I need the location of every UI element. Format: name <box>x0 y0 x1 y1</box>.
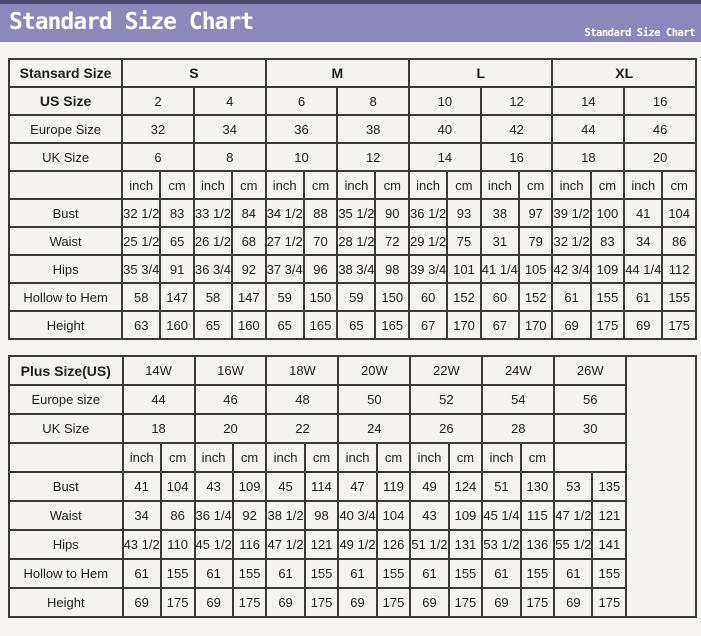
us-size-row-cell-6: 12 <box>481 87 553 115</box>
bust-row-cell-2: 104 <box>161 472 195 501</box>
europe-size-row-cell-1: 32 <box>122 115 194 143</box>
waist-row-cell-0: Waist <box>9 501 123 530</box>
hips-row-cell-11: 41 1/4 <box>481 255 519 283</box>
hollow-to-hem-row-cell-3: 61 <box>195 559 233 588</box>
waist-row-cell-13: 32 1/2 <box>552 227 590 255</box>
plus-size-row-cell-3: 18W <box>266 356 338 385</box>
bust-row-cell-14: 135 <box>592 472 626 501</box>
us-size-row-cell-7: 14 <box>552 87 624 115</box>
uk-size-row <box>9 414 696 443</box>
europe-size-row-cell-6: 54 <box>482 385 554 414</box>
unit-row-cell-10: cm <box>447 171 481 199</box>
size-class-row-cell-1: S <box>122 59 265 87</box>
hips-row-cell-7: 38 3/4 <box>337 255 375 283</box>
height-row-cell-2: 175 <box>161 588 195 617</box>
unit-row-cell-12: cm <box>519 171 553 199</box>
europe-size-row-cell-5: 52 <box>410 385 482 414</box>
hollow-to-hem-row-cell-6: 150 <box>304 283 338 311</box>
europe-size-row-cell-4: 38 <box>337 115 409 143</box>
europe-size-row-cell-6: 42 <box>481 115 553 143</box>
hips-row <box>9 530 696 559</box>
height-row-cell-7: 65 <box>337 311 375 339</box>
europe-size-row-cell-0: Europe size <box>9 385 123 414</box>
unit-row-cell-6: cm <box>305 443 339 472</box>
unit-row-cell-12: cm <box>521 443 555 472</box>
waist-row-cell-6: 70 <box>304 227 338 255</box>
plus-size-row-cell-0: Plus Size(US) <box>9 356 123 385</box>
height-row-cell-3: 65 <box>194 311 232 339</box>
unit-row-cell-13: inch <box>552 171 590 199</box>
waist-row-cell-6: 98 <box>305 501 339 530</box>
unit-row-cell-8: cm <box>375 171 409 199</box>
bust-row-cell-11: 51 <box>482 472 520 501</box>
unit-row-cell-3: inch <box>194 171 232 199</box>
waist-row-cell-14: 121 <box>592 501 626 530</box>
height-row-cell-5: 65 <box>266 311 304 339</box>
waist-row-cell-9: 43 <box>410 501 448 530</box>
uk-size-row-cell-2: 8 <box>194 143 266 171</box>
uk-size-row-cell-5: 26 <box>410 414 482 443</box>
plus-size-table <box>8 355 697 618</box>
uk-size-row-cell-4: 24 <box>338 414 410 443</box>
height-row-cell-11: 67 <box>481 311 519 339</box>
bust-row-cell-15: 41 <box>624 199 662 227</box>
height-row-cell-10: 175 <box>449 588 483 617</box>
uk-size-row-cell-4: 12 <box>337 143 409 171</box>
bust-row-cell-9: 49 <box>410 472 448 501</box>
bust-row-cell-10: 93 <box>447 199 481 227</box>
unit-row-cell-11: inch <box>482 443 520 472</box>
unit-row-cell-5: inch <box>266 171 304 199</box>
waist-row-cell-3: 26 1/2 <box>194 227 232 255</box>
height-row-cell-9: 69 <box>410 588 448 617</box>
uk-size-row-cell-7: 18 <box>552 143 624 171</box>
hips-row-cell-0: Hips <box>9 255 122 283</box>
hips-row-cell-13: 55 1/2 <box>554 530 592 559</box>
hips-row-cell-13: 42 3/4 <box>552 255 590 283</box>
hips-row-cell-3: 45 1/2 <box>195 530 233 559</box>
hips-row-cell-6: 96 <box>304 255 338 283</box>
waist-row-cell-16: 86 <box>662 227 696 255</box>
height-row-cell-10: 170 <box>447 311 481 339</box>
bust-row-cell-14: 100 <box>591 199 625 227</box>
unit-row-cell-1: inch <box>123 443 161 472</box>
hollow-to-hem-row-cell-2: 155 <box>161 559 195 588</box>
uk-size-row-cell-7: 30 <box>554 414 626 443</box>
height-row-cell-13: 69 <box>552 311 590 339</box>
europe-size-row-cell-2: 46 <box>195 385 267 414</box>
hollow-to-hem-row-cell-7: 59 <box>337 283 375 311</box>
plus-size-row-cell-6: 24W <box>482 356 554 385</box>
plus-size-row-cell-2: 16W <box>195 356 267 385</box>
banner-top-strip <box>0 0 701 4</box>
bust-row <box>9 199 696 227</box>
unit-row-cell-10: cm <box>449 443 483 472</box>
us-size-row-cell-4: 8 <box>337 87 409 115</box>
europe-size-row-cell-7: 44 <box>552 115 624 143</box>
bust-row-cell-12: 97 <box>519 199 553 227</box>
uk-size-row-cell-3: 22 <box>266 414 338 443</box>
waist-row-cell-3: 36 1/4 <box>195 501 233 530</box>
uk-size-row-cell-2: 20 <box>195 414 267 443</box>
uk-size-row-cell-5: 14 <box>409 143 481 171</box>
bust-row-cell-1: 41 <box>123 472 161 501</box>
unit-row-cell-15: inch <box>624 171 662 199</box>
hips-row-cell-14: 141 <box>592 530 626 559</box>
hips-row-cell-4: 92 <box>232 255 266 283</box>
hips-row-cell-2: 110 <box>161 530 195 559</box>
bust-row-cell-11: 38 <box>481 199 519 227</box>
bust-row-cell-13: 39 1/2 <box>552 199 590 227</box>
hips-row <box>9 255 696 283</box>
bust-row-cell-10: 124 <box>449 472 483 501</box>
unit-row-cell-2: cm <box>160 171 194 199</box>
unit-row-cell-3: inch <box>195 443 233 472</box>
height-row-cell-11: 69 <box>482 588 520 617</box>
hollow-to-hem-row-cell-9: 60 <box>409 283 447 311</box>
waist-row-cell-11: 45 1/4 <box>482 501 520 530</box>
hollow-to-hem-row-cell-2: 147 <box>160 283 194 311</box>
height-row-cell-3: 69 <box>195 588 233 617</box>
hips-row-cell-10: 101 <box>447 255 481 283</box>
europe-size-row-cell-1: 44 <box>123 385 195 414</box>
unit-row-cell-0 <box>9 171 122 199</box>
waist-row-cell-10: 75 <box>447 227 481 255</box>
bust-row-cell-3: 33 1/2 <box>194 199 232 227</box>
height-row-cell-14: 175 <box>592 588 626 617</box>
hollow-to-hem-row-cell-7: 61 <box>338 559 376 588</box>
europe-size-row-cell-8: 46 <box>624 115 696 143</box>
bust-row-cell-1: 32 1/2 <box>122 199 160 227</box>
hips-row-cell-15: 44 1/4 <box>624 255 662 283</box>
bust-row-cell-4: 109 <box>233 472 267 501</box>
size-class-row-cell-3: L <box>409 59 552 87</box>
hollow-to-hem-row-cell-14: 155 <box>592 559 626 588</box>
plus-size-row-cell-5: 22W <box>410 356 482 385</box>
plus-size-row-cell-1: 14W <box>123 356 195 385</box>
hips-row-cell-12: 136 <box>521 530 555 559</box>
hips-row-cell-6: 121 <box>305 530 339 559</box>
bust-row-cell-6: 114 <box>305 472 339 501</box>
bust-row-cell-7: 35 1/2 <box>337 199 375 227</box>
bust-row-cell-7: 47 <box>338 472 376 501</box>
unit-row-cell-6: cm <box>304 171 338 199</box>
hollow-to-hem-row-cell-10: 152 <box>447 283 481 311</box>
waist-row-cell-2: 86 <box>161 501 195 530</box>
us-size-row-cell-3: 6 <box>266 87 338 115</box>
waist-row <box>9 227 696 255</box>
uk-size-row-cell-0: UK Size <box>9 414 123 443</box>
standard-size-table-wrap <box>8 58 697 340</box>
uk-size-row-cell-3: 10 <box>266 143 338 171</box>
hollow-to-hem-row-cell-6: 155 <box>305 559 339 588</box>
bust-row-cell-0: Bust <box>9 199 122 227</box>
hollow-to-hem-row-cell-8: 155 <box>377 559 411 588</box>
unit-row-cell-2: cm <box>161 443 195 472</box>
size-class-row-cell-0: Stansard Size <box>9 59 122 87</box>
waist-row-cell-13: 47 1/2 <box>554 501 592 530</box>
height-row-cell-14: 175 <box>591 311 625 339</box>
height-row-cell-12: 175 <box>521 588 555 617</box>
hips-row-cell-8: 126 <box>377 530 411 559</box>
hollow-to-hem-row-cell-13: 61 <box>552 283 590 311</box>
size-class-row-cell-2: M <box>266 59 409 87</box>
hollow-to-hem-row-cell-8: 150 <box>375 283 409 311</box>
bust-row-cell-2: 83 <box>160 199 194 227</box>
hips-row-cell-0: Hips <box>9 530 123 559</box>
height-row-cell-9: 67 <box>409 311 447 339</box>
europe-size-row-cell-3: 48 <box>266 385 338 414</box>
us-size-row-cell-1: 2 <box>122 87 194 115</box>
uk-size-row-cell-6: 16 <box>481 143 553 171</box>
hips-row-cell-4: 116 <box>233 530 267 559</box>
unit-row-cell-8: cm <box>377 443 411 472</box>
uk-size-row-cell-1: 18 <box>123 414 195 443</box>
hollow-to-hem-row-cell-5: 61 <box>266 559 304 588</box>
hips-row-cell-3: 36 3/4 <box>194 255 232 283</box>
hollow-to-hem-row-cell-4: 155 <box>233 559 267 588</box>
bust-row-cell-0: Bust <box>9 472 123 501</box>
bust-row-cell-4: 84 <box>232 199 266 227</box>
banner-subtitle: Standard Size Chart <box>584 27 695 39</box>
waist-row-cell-1: 25 1/2 <box>122 227 160 255</box>
uk-size-row <box>9 143 696 171</box>
hollow-to-hem-row-cell-5: 59 <box>266 283 304 311</box>
height-row-cell-12: 170 <box>519 311 553 339</box>
plus-size-row <box>9 356 696 385</box>
hips-row-cell-2: 91 <box>160 255 194 283</box>
waist-row-cell-7: 28 1/2 <box>337 227 375 255</box>
bust-row-cell-9: 36 1/2 <box>409 199 447 227</box>
height-row-cell-1: 63 <box>122 311 160 339</box>
plus-size-row-cell-7: 26W <box>554 356 626 385</box>
unit-row-cell-4: cm <box>233 443 267 472</box>
waist-row-cell-5: 38 1/2 <box>266 501 304 530</box>
hips-row-cell-1: 43 1/2 <box>123 530 161 559</box>
us-size-row-cell-5: 10 <box>409 87 481 115</box>
hollow-to-hem-row-cell-11: 60 <box>481 283 519 311</box>
waist-row-cell-12: 79 <box>519 227 553 255</box>
height-row-cell-4: 160 <box>232 311 266 339</box>
height-row-cell-0: Height <box>9 588 123 617</box>
waist-row-cell-11: 31 <box>481 227 519 255</box>
europe-size-row-cell-0: Europe Size <box>9 115 122 143</box>
unit-row <box>9 171 696 199</box>
us-size-row <box>9 87 696 115</box>
unit-row-cell-16: cm <box>662 171 696 199</box>
height-row-cell-16: 175 <box>662 311 696 339</box>
waist-row-cell-8: 104 <box>377 501 411 530</box>
height-row-cell-13: 69 <box>554 588 592 617</box>
bust-row-cell-3: 43 <box>195 472 233 501</box>
waist-row-cell-1: 34 <box>123 501 161 530</box>
europe-size-row-cell-2: 34 <box>194 115 266 143</box>
europe-size-row-cell-5: 40 <box>409 115 481 143</box>
hollow-to-hem-row-cell-3: 58 <box>194 283 232 311</box>
bust-row-cell-12: 130 <box>521 472 555 501</box>
waist-row-cell-15: 34 <box>624 227 662 255</box>
height-row-cell-7: 69 <box>338 588 376 617</box>
us-size-row-cell-8: 16 <box>624 87 696 115</box>
height-row-cell-15: 69 <box>624 311 662 339</box>
hollow-to-hem-row-cell-11: 61 <box>482 559 520 588</box>
waist-row-cell-9: 29 1/2 <box>409 227 447 255</box>
waist-row-cell-5: 27 1/2 <box>266 227 304 255</box>
hollow-to-hem-row-cell-9: 61 <box>410 559 448 588</box>
uk-size-row-cell-8: 20 <box>624 143 696 171</box>
waist-row-cell-10: 109 <box>449 501 483 530</box>
unit-row-cell-1: inch <box>122 171 160 199</box>
unit-row-cell-14: cm <box>591 171 625 199</box>
size-class-row <box>9 59 696 87</box>
hips-row-cell-14: 109 <box>591 255 625 283</box>
plus-size-row-cell-4: 20W <box>338 356 410 385</box>
standard-size-table <box>8 58 697 340</box>
hollow-to-hem-row-cell-14: 155 <box>591 283 625 311</box>
hollow-to-hem-row-cell-1: 61 <box>123 559 161 588</box>
waist-row-cell-4: 92 <box>233 501 267 530</box>
height-row-cell-8: 175 <box>377 588 411 617</box>
us-size-row-cell-2: 4 <box>194 87 266 115</box>
plus-size-row-cell-8 <box>626 356 696 617</box>
waist-row-cell-4: 68 <box>232 227 266 255</box>
unit-row-cell-7: inch <box>338 443 376 472</box>
hips-row-cell-10: 131 <box>449 530 483 559</box>
bust-row-cell-5: 45 <box>266 472 304 501</box>
hollow-to-hem-row <box>9 559 696 588</box>
height-row-cell-4: 175 <box>233 588 267 617</box>
hollow-to-hem-row-cell-4: 147 <box>232 283 266 311</box>
waist-row-cell-2: 65 <box>160 227 194 255</box>
bust-row-cell-6: 88 <box>304 199 338 227</box>
unit-row-cell-11: inch <box>481 171 519 199</box>
hips-row-cell-5: 47 1/2 <box>266 530 304 559</box>
bust-row-cell-8: 119 <box>377 472 411 501</box>
unit-row-cell-0 <box>9 443 123 472</box>
height-row-cell-8: 165 <box>375 311 409 339</box>
europe-size-row <box>9 385 696 414</box>
height-row-cell-2: 160 <box>160 311 194 339</box>
uk-size-row-cell-0: UK Size <box>9 143 122 171</box>
unit-row-cell-4: cm <box>232 171 266 199</box>
bust-row <box>9 472 696 501</box>
height-row-cell-0: Height <box>9 311 122 339</box>
unit-row <box>9 443 696 472</box>
unit-row-cell-7: inch <box>337 171 375 199</box>
hollow-to-hem-row-cell-16: 155 <box>662 283 696 311</box>
hips-row-cell-16: 112 <box>662 255 696 283</box>
hollow-to-hem-row-cell-12: 155 <box>521 559 555 588</box>
waist-row-cell-14: 83 <box>591 227 625 255</box>
height-row-cell-6: 175 <box>305 588 339 617</box>
waist-row-cell-8: 72 <box>375 227 409 255</box>
europe-size-row-cell-7: 56 <box>554 385 626 414</box>
unit-row-cell-9: inch <box>410 443 448 472</box>
waist-row-cell-12: 115 <box>521 501 555 530</box>
hips-row-cell-7: 49 1/2 <box>338 530 376 559</box>
plus-size-table-wrap <box>8 355 697 618</box>
hips-row-cell-12: 105 <box>519 255 553 283</box>
bust-row-cell-5: 34 1/2 <box>266 199 304 227</box>
hips-row-cell-8: 98 <box>375 255 409 283</box>
height-row <box>9 588 696 617</box>
hollow-to-hem-row-cell-10: 155 <box>449 559 483 588</box>
height-row <box>9 311 696 339</box>
hips-row-cell-1: 35 3/4 <box>122 255 160 283</box>
size-class-row-cell-4: XL <box>552 59 696 87</box>
hollow-to-hem-row-cell-0: Hollow to Hem <box>9 559 123 588</box>
hollow-to-hem-row-cell-0: Hollow to Hem <box>9 283 122 311</box>
bust-row-cell-16: 104 <box>662 199 696 227</box>
height-row-cell-6: 165 <box>304 311 338 339</box>
hollow-to-hem-row-cell-12: 152 <box>519 283 553 311</box>
europe-size-row-cell-3: 36 <box>266 115 338 143</box>
europe-size-row-cell-4: 50 <box>338 385 410 414</box>
page-title: Standard Size Chart <box>9 9 254 35</box>
hollow-to-hem-row-cell-1: 58 <box>122 283 160 311</box>
uk-size-row-cell-6: 28 <box>482 414 554 443</box>
height-row-cell-5: 69 <box>266 588 304 617</box>
hollow-to-hem-row-cell-13: 61 <box>554 559 592 588</box>
hips-row-cell-9: 39 3/4 <box>409 255 447 283</box>
waist-row <box>9 501 696 530</box>
hollow-to-hem-row <box>9 283 696 311</box>
uk-size-row-cell-1: 6 <box>122 143 194 171</box>
hips-row-cell-5: 37 3/4 <box>266 255 304 283</box>
hips-row-cell-11: 53 1/2 <box>482 530 520 559</box>
hips-row-cell-9: 51 1/2 <box>410 530 448 559</box>
waist-row-cell-7: 40 3/4 <box>338 501 376 530</box>
waist-row-cell-0: Waist <box>9 227 122 255</box>
us-size-row-cell-0: US Size <box>9 87 122 115</box>
hollow-to-hem-row-cell-15: 61 <box>624 283 662 311</box>
banner <box>0 0 701 42</box>
unit-row-cell-9: inch <box>409 171 447 199</box>
height-row-cell-1: 69 <box>123 588 161 617</box>
unit-row-cell-5: inch <box>266 443 304 472</box>
bust-row-cell-8: 90 <box>375 199 409 227</box>
europe-size-row <box>9 115 696 143</box>
bust-row-cell-13: 53 <box>554 472 592 501</box>
